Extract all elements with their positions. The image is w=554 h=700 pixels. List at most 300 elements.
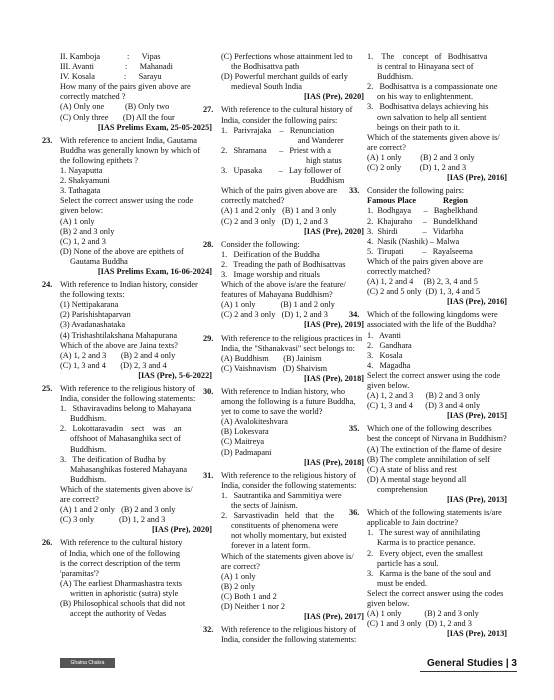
line-text: (A) 1, 2 and 4 (B) 2, 3, 4 and 5 (367, 277, 478, 287)
line-text: are correct? (221, 561, 260, 571)
question-start-line (42, 384, 212, 394)
text-line (60, 424, 212, 434)
line-text: (D) A mental stage beyond all (367, 474, 467, 484)
text-line (60, 156, 212, 166)
line-text: (A) 1 only (B) 1 and 2 only (221, 300, 335, 310)
exam-source (367, 411, 507, 421)
text-line (367, 609, 507, 619)
line-text: India, consider the following statements: (221, 635, 357, 645)
text-line (367, 267, 507, 277)
text-line (367, 465, 507, 475)
line-text: III. Avanti : Mahanadi (60, 62, 173, 72)
question-number: 33. (349, 186, 360, 196)
line-text: (D) Powerful merchant guilds of early (221, 72, 348, 82)
line-text: India, consider the following statements: (60, 394, 196, 404)
exam-source (60, 267, 212, 277)
text-line (367, 227, 507, 237)
text-line (367, 391, 507, 401)
question-start-line (203, 387, 364, 397)
question-number: 29. (203, 333, 214, 343)
question-start-line (349, 508, 507, 518)
line-text: 3. Image worship and rituals (221, 269, 320, 279)
question-number: 30. (203, 387, 214, 396)
text-line (60, 609, 212, 619)
text-line (367, 351, 507, 361)
text-line (60, 475, 212, 485)
line-text: (D) Padmapani (221, 447, 272, 457)
line-text: 1. Sautrantika and Sammitiya were (221, 490, 342, 500)
line-text: (1) Nettipakarana (60, 300, 119, 310)
line-text: With reference to Indian history, consider (60, 280, 198, 290)
line-text: [IAS (Pre), 2016] (447, 297, 507, 307)
exam-source (60, 123, 212, 133)
line-text: 3. Bodhisattva delays achieving his (367, 102, 489, 112)
line-text: Buddhism (221, 176, 345, 186)
question-start-line (42, 135, 212, 146)
line-text: (C) A state of bliss and rest (367, 464, 457, 474)
text-line (367, 528, 507, 538)
line-text: (3) Avadanashataka (60, 320, 126, 330)
line-text: [IAS (Pre), 2017] (304, 612, 364, 622)
exam-source (221, 374, 364, 384)
text-line (60, 206, 212, 216)
line-text: is the correct description of the term (60, 558, 181, 568)
text-line (60, 445, 212, 455)
line-text: Select the correct answer using the codes (367, 588, 504, 598)
line-text: (C) 2 and 5 only (D) 1, 3, 4 and 5 (367, 287, 481, 297)
line-text: not wholly momentary, but existed (231, 531, 347, 541)
line-text: 'paramitas'? (60, 568, 99, 578)
line-text: (C) 2 and 3 only (D) 1, 2 and 3 (221, 310, 328, 320)
line-text: forever in a latent form. (231, 541, 311, 551)
line-text: Buddha was generally known by which of (60, 145, 201, 155)
text-line (221, 417, 364, 427)
text-line (221, 156, 364, 166)
line-text: 1. The surest way of annihilating (367, 528, 481, 538)
line-text: (A) Only one (B) Only two (60, 102, 170, 112)
text-line (221, 572, 364, 582)
line-text: 5. Tirupati – Rayalseema (367, 246, 473, 256)
line-text: own salvation to help all sentient (377, 112, 487, 122)
text-line (60, 331, 212, 341)
line-text: 1. Bodhgaya – Baghelkhand (367, 206, 478, 216)
text-line (367, 538, 507, 548)
text-line (367, 113, 507, 123)
text-line (221, 72, 364, 82)
page-section-label: General Studies | 3 (426, 658, 517, 669)
line-text: [IAS Prelims Exam, 16-06-2024] (97, 266, 212, 276)
text-line (367, 277, 507, 287)
line-text: (A) 1 only (B) 2 and 3 only (367, 152, 475, 162)
text-line (60, 589, 212, 599)
text-line (60, 227, 212, 237)
text-line (60, 569, 212, 579)
text-line (221, 521, 364, 531)
text-line (367, 237, 507, 247)
text-line (221, 116, 364, 126)
line-text: 2. Sarvastivadin held that the (221, 511, 335, 521)
text-line (60, 341, 212, 351)
text-line (367, 445, 507, 455)
exam-source (221, 612, 364, 622)
text-line (367, 331, 507, 341)
line-text: India, consider the following statements: (221, 480, 357, 490)
line-text: 1. Avanti (367, 330, 401, 340)
line-text: medieval South India (231, 82, 302, 92)
text-line (60, 217, 212, 227)
text-line (221, 300, 364, 310)
text-line (60, 62, 212, 72)
text-line (221, 52, 364, 62)
text-line (367, 72, 507, 82)
text-line (367, 133, 507, 143)
text-line (221, 270, 364, 280)
text-line (60, 505, 212, 515)
text-line (221, 250, 364, 260)
text-line (60, 72, 212, 82)
question-number: 25. (42, 384, 53, 393)
line-text: (C) 2 and 3 only (D) 1, 2 and 3 (221, 216, 328, 226)
text-line (221, 448, 364, 458)
question-number: 36. (349, 508, 360, 518)
line-text: high status (221, 155, 342, 165)
question-number: 34. (349, 310, 360, 320)
text-line (60, 351, 212, 361)
text-line (367, 619, 507, 629)
exam-source (367, 297, 507, 307)
line-text: 3. The deification of Budha by (60, 454, 166, 464)
line-text: features of Mahayana Buddhism? (221, 290, 333, 300)
line-text: (C) 2 only (D) 1, 2 and 3 (367, 163, 467, 173)
line-text: (A) 1 only (B) 2 and 3 only (367, 609, 479, 619)
text-line (221, 481, 364, 491)
text-line (60, 394, 212, 404)
text-line (221, 501, 364, 511)
line-text: 2. Gandhara (367, 340, 412, 350)
text-line (221, 511, 364, 521)
text-line (367, 92, 507, 102)
text-line (367, 153, 507, 163)
text-line (221, 552, 364, 562)
line-text: Buddhism. (70, 474, 107, 484)
line-text: [IAS (Pre), 2020] (304, 226, 364, 236)
text-line (367, 549, 507, 559)
text-line (60, 102, 212, 112)
line-text: Gautama Buddha (70, 256, 128, 266)
line-text: (A) 1 only (221, 571, 256, 581)
text-line (367, 163, 507, 173)
exam-source (367, 629, 507, 639)
question-number: 35. (349, 424, 360, 434)
text-line (221, 562, 364, 572)
text-line (60, 485, 212, 495)
line-text: (A) 1, 2 and 3 (B) 2 and 3 only (367, 391, 481, 401)
text-line (60, 404, 212, 414)
line-text: Mahasanghikas fostered Mahayana (70, 464, 188, 474)
line-text: (B) Philosophical schools that did not (60, 598, 186, 608)
line-text: 1. Nayaputta (60, 166, 103, 176)
text-line (221, 582, 364, 592)
text-line (60, 434, 212, 444)
column-left (42, 52, 212, 619)
line-text: (C) 1, 3 and 4 (D) 3 and 4 only (367, 401, 481, 411)
question-start-line (203, 333, 364, 344)
text-line (367, 247, 507, 257)
text-line (60, 82, 212, 92)
line-text: Buddhism. (377, 72, 414, 82)
exam-source (221, 227, 364, 237)
line-text: (B) The complete annihilation of self (367, 454, 491, 464)
line-text: offshoot of Mahasanghika sect of (70, 434, 181, 444)
line-text: Karma is to practice penance. (377, 538, 476, 548)
text-line (60, 237, 212, 247)
text-line (221, 541, 364, 551)
text-line (60, 176, 212, 186)
text-line (221, 427, 364, 437)
text-line (221, 354, 364, 364)
question-number: 23. (42, 135, 53, 145)
exam-source (367, 173, 507, 183)
line-text: [IAS (Pre), 2016] (447, 173, 507, 183)
question-start-line (349, 424, 507, 434)
text-line (221, 364, 364, 374)
line-text: (A) Buddhism (B) Jainism (221, 353, 322, 363)
text-line (367, 287, 507, 297)
text-line (367, 82, 507, 92)
question-number: 32. (203, 625, 214, 635)
text-line (367, 475, 507, 485)
question-number: 28. (203, 239, 214, 249)
line-text: given below: (60, 206, 104, 216)
line-text: India, the "Sthanakvasi" sect belongs to: (221, 343, 355, 353)
text-line (221, 437, 364, 447)
text-line (60, 257, 212, 267)
column-middle (203, 52, 364, 645)
line-text: (B) 2 only (221, 581, 256, 591)
line-text: (B) Lokesvara (221, 427, 269, 437)
exam-source (221, 92, 364, 102)
line-text: 2. Shramana – Priest with a (221, 145, 331, 155)
line-text: Which of the following statements is/are (367, 508, 502, 518)
text-line (221, 146, 364, 156)
text-line (60, 166, 212, 176)
question-start-line (203, 239, 364, 250)
line-text: comprehension (377, 484, 428, 494)
question-number: 26. (42, 538, 53, 548)
text-line (60, 495, 212, 505)
line-text: Buddhism. (70, 444, 107, 454)
line-text: (C) Perfections whose attainment led to (221, 52, 353, 61)
column-right (349, 52, 507, 639)
line-text: [IAS (Pre), 2018] (304, 373, 364, 383)
line-text: [IAS (Pre), 2020] (152, 525, 212, 535)
line-text: (A) The extinction of the flame of desire (367, 444, 502, 454)
text-line (221, 217, 364, 227)
text-line (221, 82, 364, 92)
line-text: With reference to ancient India, Gautama (60, 135, 197, 145)
line-text: (C) 1 and 3 only (D) 1, 2 and 3 (367, 619, 472, 629)
line-text: must be ended. (377, 578, 428, 588)
line-text: With reference to the religious history of (221, 625, 357, 635)
line-text: 1. Deification of the Buddha (221, 249, 320, 259)
line-text: yet to come to save the world? (221, 407, 323, 417)
line-text: Which of the above are Jaina texts? (60, 340, 178, 350)
exam-source (367, 495, 507, 505)
text-line (60, 186, 212, 196)
line-text: With reference to Indian history, who (221, 387, 345, 396)
line-text: [IAS (Pre), 2015] (447, 411, 507, 421)
question-start-line (203, 470, 364, 481)
line-text: best the concept of Nirvana in Buddhism? (367, 434, 507, 444)
line-text: Which of the pairs given above are (221, 186, 338, 196)
line-text: 2. Treading the path of Bodhisattvas (221, 259, 346, 269)
text-line (367, 361, 507, 371)
line-text: (C) Maitreya (221, 437, 265, 447)
question-number: 27. (203, 105, 214, 115)
exam-source (221, 320, 364, 330)
text-line (367, 52, 507, 62)
page-footer (60, 657, 517, 676)
line-text: Famous Place Region (367, 196, 468, 206)
text-line (367, 559, 507, 569)
line-text: Consider the following pairs: (367, 186, 465, 196)
text-line (221, 407, 364, 417)
line-text: (2) Parishishtaparvan (60, 310, 131, 320)
line-text: (A) The earliest Dharmashastra texts (60, 578, 182, 588)
line-text: the Bodhisattva path (231, 62, 300, 72)
text-line (60, 247, 212, 257)
text-line (60, 455, 212, 465)
line-text: [IAS Prelims Exam, 25-05-2025] (97, 122, 212, 132)
line-text: is central to Hinayana sect of (377, 62, 474, 72)
line-text: 1. Parivrajaka – Renunciation (221, 125, 335, 135)
line-text: (C) 3 only (D) 1, 2 and 3 (60, 515, 166, 525)
text-line (221, 176, 364, 186)
text-line (367, 599, 507, 609)
line-text: constituents of phenomena were (231, 521, 339, 531)
line-text: (A) 1 and 2 only (B) 1 and 3 only (221, 206, 337, 216)
line-text: the following epithets ? (60, 155, 139, 165)
line-text: correctly matched? (221, 196, 285, 206)
text-line (367, 206, 507, 216)
text-line (221, 126, 364, 136)
line-text: associated with the life of the Buddha? (367, 320, 497, 330)
text-line (60, 549, 212, 559)
text-line (367, 518, 507, 528)
text-line (60, 300, 212, 310)
question-number: 24. (42, 280, 53, 290)
line-text: given below. (367, 598, 410, 608)
line-text: 3. Upasaka – Lay follower of (221, 166, 342, 176)
text-line (221, 196, 364, 206)
text-line (367, 196, 507, 206)
line-text: 3. Shirdi – Vidarbha (367, 226, 464, 236)
text-line (367, 381, 507, 391)
text-line (60, 113, 212, 123)
line-text: (A) Avalokiteshvara (221, 417, 288, 427)
line-text: correctly matched ? (60, 92, 126, 102)
text-line (367, 401, 507, 411)
text-line (221, 397, 364, 407)
text-line (221, 531, 364, 541)
line-text: (C) 1, 3 and 4 (D) 2, 3 and 4 (60, 360, 167, 370)
line-text: (C) 1, 2 and 3 (60, 236, 106, 246)
line-text: on his way to enlightenment. (377, 92, 474, 102)
line-text: 4. Nasik (Nashik) – Malwa (367, 236, 460, 246)
line-text: (D) None of the above are epithets of (60, 246, 184, 256)
line-text: written in aphoristic (sutra) style (70, 588, 179, 598)
question-number: 31. (203, 470, 214, 480)
text-line (60, 465, 212, 475)
text-line (221, 491, 364, 501)
line-text: Which of the above is/are the feature/ (221, 280, 346, 290)
line-text: Which of the pairs given above are (367, 256, 484, 266)
question-start-line (203, 625, 364, 635)
line-text: 3. Tathagata (60, 186, 101, 196)
line-text: Which one of the following describes (367, 424, 492, 434)
line-text: 1. The concept of Bodhisattva (367, 52, 488, 61)
text-line (367, 485, 507, 495)
text-line (60, 599, 212, 609)
text-line (60, 515, 212, 525)
line-text: given below. (367, 381, 410, 390)
line-text: (C) Vaishnavism (D) Shaivism (221, 363, 328, 373)
line-text: Which of the statements given above is/ (367, 132, 500, 142)
line-text: Select the correct answer using the code (367, 370, 501, 380)
text-line (60, 196, 212, 206)
line-text: [IAS (Pre), 2019] (304, 320, 364, 330)
line-text: 3. Kosala (367, 350, 403, 360)
text-line (367, 371, 507, 381)
text-line (367, 123, 507, 133)
text-line (221, 344, 364, 354)
line-text: the following texts: (60, 290, 125, 300)
text-line (60, 361, 212, 371)
line-text: How many of the pairs given above are (60, 82, 191, 92)
text-line (221, 290, 364, 300)
line-text: 2. Lokottaravadin sect was an (60, 424, 182, 434)
text-line (60, 320, 212, 330)
text-line (367, 579, 507, 589)
line-text: With reference to the religious practices in (221, 333, 363, 343)
line-text: accept the authority of Vedas (70, 609, 167, 619)
text-line (221, 166, 364, 176)
exam-source (60, 525, 212, 535)
line-text: 2. Shakyamuni (60, 176, 110, 186)
text-line (367, 341, 507, 351)
text-line (60, 310, 212, 320)
exam-source (60, 371, 212, 381)
line-text: (D) Neither 1 nor 2 (221, 601, 286, 611)
text-line (60, 579, 212, 589)
line-text: With reference to the cultural history (60, 538, 183, 548)
line-text: Which of the following kingdoms were (367, 310, 498, 320)
text-line (221, 136, 364, 146)
line-text: Buddhism. (70, 414, 107, 424)
line-text: [IAS (Pre), 5-6-2022] (138, 370, 212, 380)
line-text: 1. Sthaviravadins belong to Mahayana (60, 404, 192, 414)
line-text: beings on their path to it. (377, 122, 460, 132)
line-text: 2. Every object, even the smallest (367, 548, 483, 558)
line-text: (4) Trishashtilakshana Mahapurana (60, 330, 178, 340)
line-text: the sects of Jainism. (231, 501, 298, 511)
line-text: Select the correct answer using the code (60, 196, 194, 206)
exam-source (221, 458, 364, 468)
text-line (367, 320, 507, 330)
text-line (221, 602, 364, 612)
text-line (367, 569, 507, 579)
text-line (221, 186, 364, 196)
